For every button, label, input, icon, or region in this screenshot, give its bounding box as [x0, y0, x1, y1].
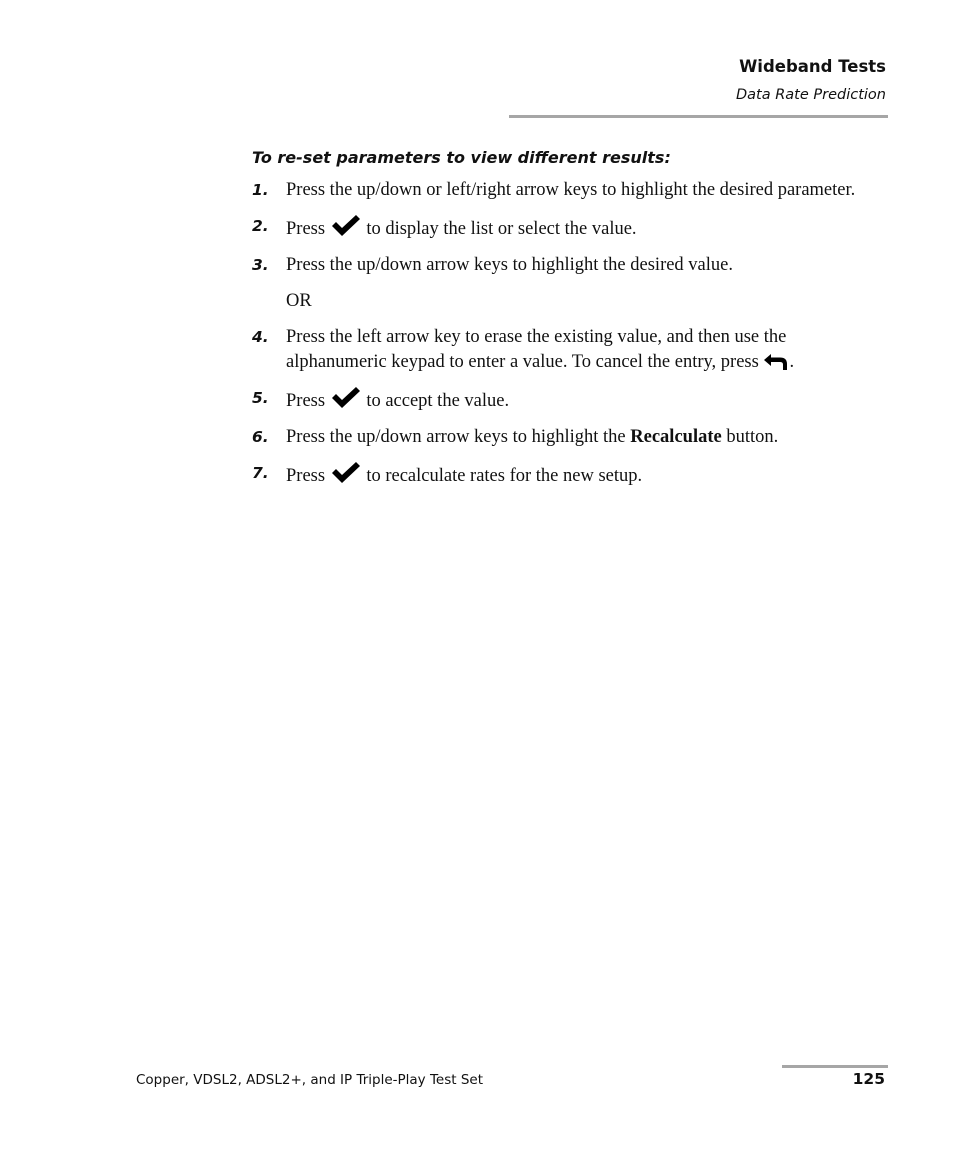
step-1 [252, 178, 877, 203]
step-number: 4. [252, 328, 269, 346]
step-text: Press [286, 391, 326, 411]
step-text-end: . [789, 352, 795, 372]
step-text: Press the up/down arrow keys to highlight the desired value. [286, 255, 733, 275]
step-text: to recalculate rates for the new setup. [366, 466, 643, 486]
recalculate-label: Recalculate [630, 427, 722, 447]
step-number: 5. [252, 389, 269, 407]
step-5 [252, 386, 877, 414]
step-text: button. [726, 427, 779, 447]
section-subtitle: Data Rate Prediction [735, 87, 886, 103]
checkmark-icon [330, 386, 362, 410]
step-text: Press [286, 219, 326, 239]
header-divider [509, 115, 888, 118]
step-number: 7. [252, 464, 269, 482]
step-7 [252, 461, 877, 489]
product-name: Copper, VDSL2, ADSL2+, and IP Triple-Play Test Set [136, 1072, 484, 1088]
footer-divider [782, 1065, 888, 1068]
step-number: 1. [252, 181, 269, 199]
step-number: 2. [252, 217, 269, 235]
or-separator: OR [286, 291, 312, 311]
step-text: Press the left arrow key to erase the existing value, and then use the alphanumeric keypad to enter a value. To cancel the entry, press [286, 327, 787, 372]
step-text: to accept the value. [366, 391, 510, 411]
checkmark-icon [330, 214, 362, 238]
section-title: Wideband Tests [739, 57, 886, 76]
page-number: 125 [852, 1070, 885, 1088]
step-text: Press [286, 466, 326, 486]
step-3 [252, 253, 877, 278]
step-2 [252, 214, 877, 242]
step-4 [252, 325, 877, 375]
checkmark-icon [330, 461, 362, 485]
procedure-title: To re-set parameters to view different results: [252, 148, 671, 167]
step-6 [252, 425, 877, 450]
step-number: 6. [252, 428, 269, 446]
step-text: Press the up/down arrow keys to highlight the [286, 427, 626, 447]
back-arrow-icon [763, 353, 789, 371]
procedure-steps [252, 178, 877, 500]
step-text: to display the list or select the value. [366, 219, 637, 239]
step-text: Press the up/down or left/right arrow keys to highlight the desired parameter. [286, 180, 856, 200]
step-number: 3. [252, 256, 269, 274]
